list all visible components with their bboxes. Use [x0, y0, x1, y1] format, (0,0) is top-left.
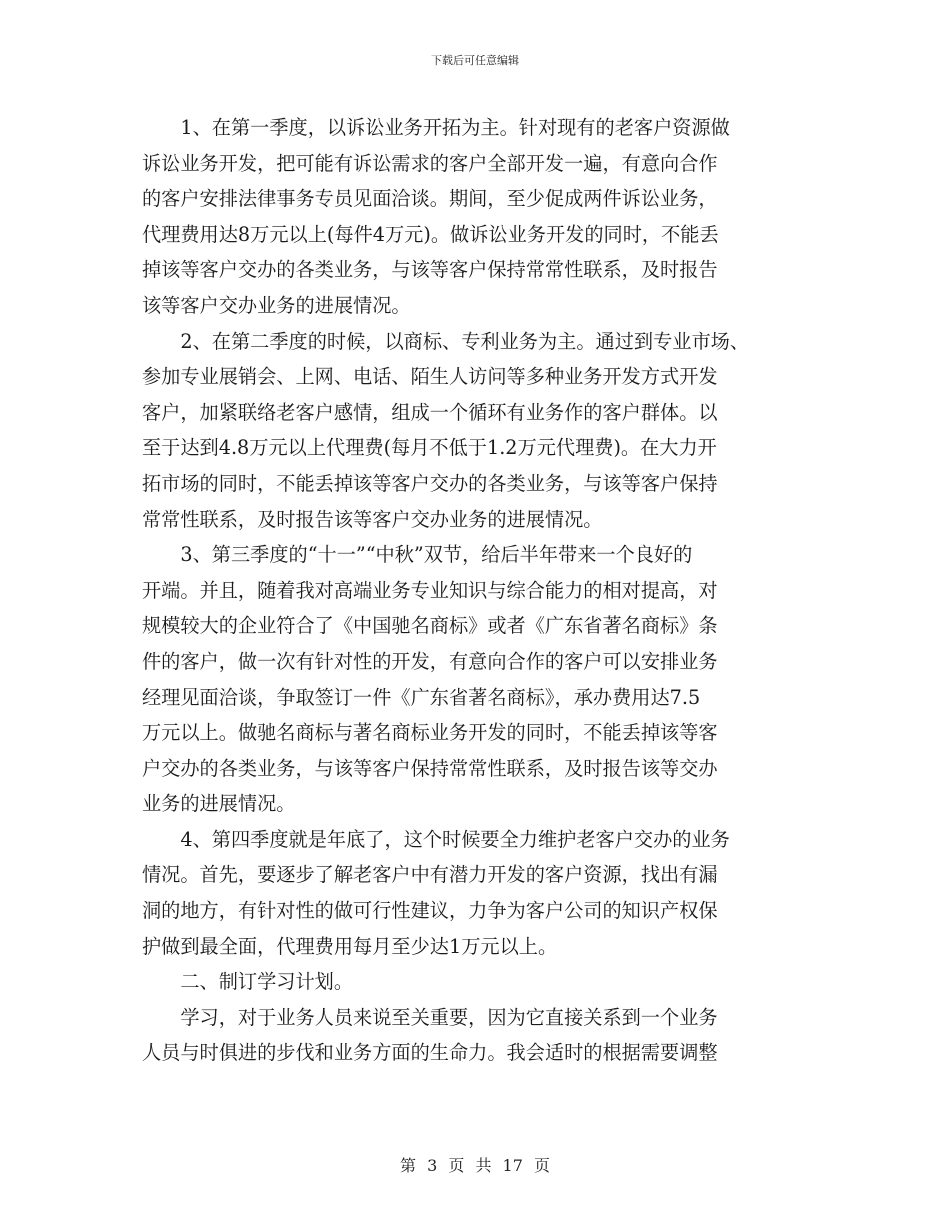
text-line: 至于达到4.8万元以上代理费(每月不低于1.2万元代理费)。在大力开: [142, 436, 717, 460]
text-line: 护做到最全面，代理费用每月至少达1万元以上。: [142, 934, 558, 958]
text-line: 的客户安排法律事务专员见面洽谈。期间，至少促成两件诉讼业务，: [142, 187, 718, 211]
text-line: 规模较大的企业符合了《中国驰名商标》或者《广东省著名商标》条: [142, 614, 718, 638]
text-line: 人员与时俱进的步伐和业务方面的生命力。我会适时的根据需要调整: [142, 1041, 718, 1065]
text-line: 学习，对于业务人员来说至关重要，因为它直接关系到一个业务: [142, 1005, 718, 1029]
text-line: 掉该等客户交办的各类业务，与该等客户保持常常性联系，及时报告: [142, 258, 718, 282]
document-body: [142, 110, 822, 1071]
text-line: 件的客户，做一次有针对性的开发，有意向合作的客户可以安排业务: [142, 649, 718, 673]
text-line: 户交办的各类业务，与该等客户保持常常性联系，及时报告该等交办: [142, 756, 718, 780]
page-header: 下载后可任意编辑: [431, 54, 519, 67]
page-number-footer: 第 3 页 共 17 页: [400, 1156, 550, 1175]
text-line: 4、第四季度就是年底了，这个时候要全力维护老客户交办的业务: [142, 827, 730, 851]
text-line: 情况。首先，要逐步了解老客户中有潜力开发的客户资源，找出有漏: [142, 863, 718, 887]
text-line: 代理费用达8万元以上(每件4万元)。做诉讼业务开发的同时，不能丢: [142, 222, 719, 246]
text-line: 业务的进展情况。: [142, 792, 296, 816]
text-line: 诉讼业务开发，把可能有诉讼需求的客户全部开发一遍，有意向合作: [142, 151, 718, 175]
text-line: 该等客户交办业务的进展情况。: [142, 293, 411, 317]
text-line: 1、在第一季度，以诉讼业务开拓为主。针对现有的老客户资源做: [142, 116, 730, 139]
text-line: 2、在第二季度的时候，以商标、专利业务为主。通过到专业市场、: [142, 329, 750, 353]
text-line: 开端。并且，随着我对高端业务专业知识与综合能力的相对提高，对: [142, 578, 718, 602]
text-line: 客户，加紧联络老客户感情，组成一个循环有业务作的客户群体。以: [142, 400, 718, 424]
text-line: 拓市场的同时，不能丢掉该等客户交办的各类业务，与该等客户保持: [142, 471, 718, 495]
text-line: 经理见面洽谈，争取签订一件《广东省著名商标》，承办费用达7.5: [142, 685, 701, 709]
text-line: 参加专业展销会、上网、电话、陌生人访问等多种业务开发方式开发: [142, 365, 718, 389]
text-line: 二、制订学习计划。: [142, 970, 354, 994]
text-line: 常常性联系，及时报告该等客户交办业务的进展情况。: [142, 507, 603, 531]
text-line: 3、第三季度的“十一”“中秋”双节，给后半年带来一个良好的: [142, 543, 693, 567]
text-line: 万元以上。做驰名商标与著名商标业务开发的同时，不能丢掉该等客: [142, 721, 718, 745]
text-line: 洞的地方，有针对性的做可行性建议，力争为客户公司的知识产权保: [142, 899, 718, 923]
